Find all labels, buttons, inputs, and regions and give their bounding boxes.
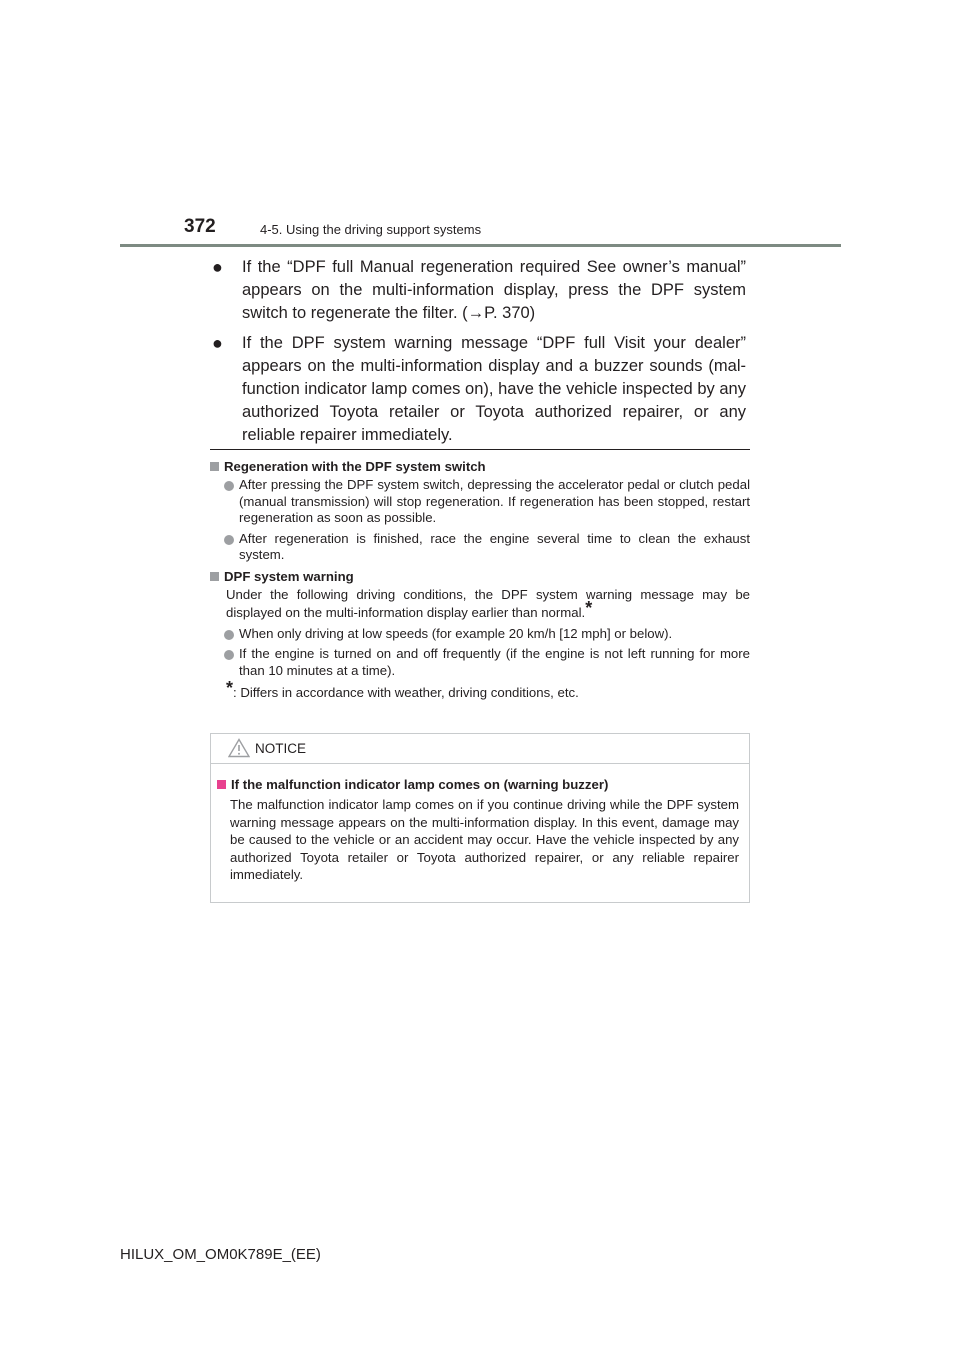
main-list — [210, 256, 746, 454]
warn-heading-text: DPF system warning — [224, 568, 354, 584]
notice-text: The malfunction indicator lamp comes on if you continue driving while the DPF system warning message appears on the multi-information display. In this event, damage may be caused to the vehicle or an accident may occur. Have the vehicle inspected by any authorized Toyota retailer or Toyota authorized repairer, or any reliable repairer immediately. — [230, 797, 739, 882]
warning-triangle-icon — [228, 738, 250, 758]
notice-body — [211, 764, 749, 884]
regen-heading — [210, 458, 750, 475]
notes-section — [210, 458, 750, 701]
warn-bullet-text: When only driving at low speeds (for example 20 km/h [12 mph] or below). — [239, 625, 673, 641]
separator-line — [210, 449, 750, 450]
notice-header — [211, 734, 749, 764]
regen-bullet — [210, 531, 750, 564]
footnote-asterisk: * — [226, 678, 234, 698]
main-list-item — [210, 256, 746, 325]
notice-heading-text: If the malfunction indicator lamp comes on (warning buzzer) — [231, 777, 609, 792]
warn-intro — [210, 587, 750, 622]
warn-bullet — [210, 626, 750, 643]
page-number: 372 — [184, 216, 216, 237]
warn-bullet — [210, 646, 750, 679]
round-bullet-icon — [224, 481, 234, 491]
round-bullet-icon — [224, 535, 234, 545]
round-bullet-icon — [224, 630, 234, 640]
asterisk-mark: * — [585, 598, 593, 618]
square-bullet-icon — [217, 780, 226, 789]
notice-box — [210, 733, 750, 903]
main-list-item — [210, 332, 746, 447]
round-bullet-icon — [224, 650, 234, 660]
main-item-text: If the “DPF full Manual regeneration required See owner’s manual” appears on the multi-information display, press the DPF system switch to regenerate the filter. (→P. 370) — [242, 258, 746, 322]
warn-bullet-text: If the engine is turned on and off frequently (if the engine is not left running for more than 10 minutes at a time). — [239, 646, 750, 678]
regen-heading-text: Regeneration with the DPF system switch — [224, 459, 486, 474]
warn-intro-text: Under the following driving conditions, the DPF system warning message may be displayed on the multi-information display earlier than normal. — [226, 586, 750, 620]
document-code: HILUX_OM_OM0K789E_(EE) — [120, 1246, 321, 1263]
footnote-text: : Differs in accordance with weather, driving conditions, etc. — [233, 685, 579, 700]
regen-bullet-text: After regeneration is finished, race the engine several time to clean the exhaust system. — [239, 530, 750, 562]
main-item-text: If the DPF system warning message “DPF full Visit your dealer” appears on the multi-information display and a buzzer sounds (mal-function indicator lamp comes on), have the vehicle inspected by any authorized Toyota retailer or Toyota authorized repairer, or any reliable repairer immediately. — [242, 334, 746, 444]
notice-heading — [217, 776, 739, 793]
regen-bullet — [210, 477, 750, 527]
bullet-icon: ● — [212, 333, 223, 353]
notice-label: NOTICE — [255, 741, 307, 756]
warn-heading — [210, 568, 750, 585]
square-bullet-icon — [210, 572, 219, 581]
section-title: 4-5. Using the driving support systems — [260, 222, 482, 237]
square-bullet-icon — [210, 462, 219, 471]
footnote — [210, 678, 750, 701]
header-rule — [120, 244, 841, 247]
bullet-icon: ● — [212, 257, 223, 277]
regen-bullet-text: After pressing the DPF system switch, depressing the accelerator pedal or clutch pedal (manual transmission) will stop regeneration. If regeneration has been stopped, restart regeneration as soon as possible. — [239, 477, 750, 525]
